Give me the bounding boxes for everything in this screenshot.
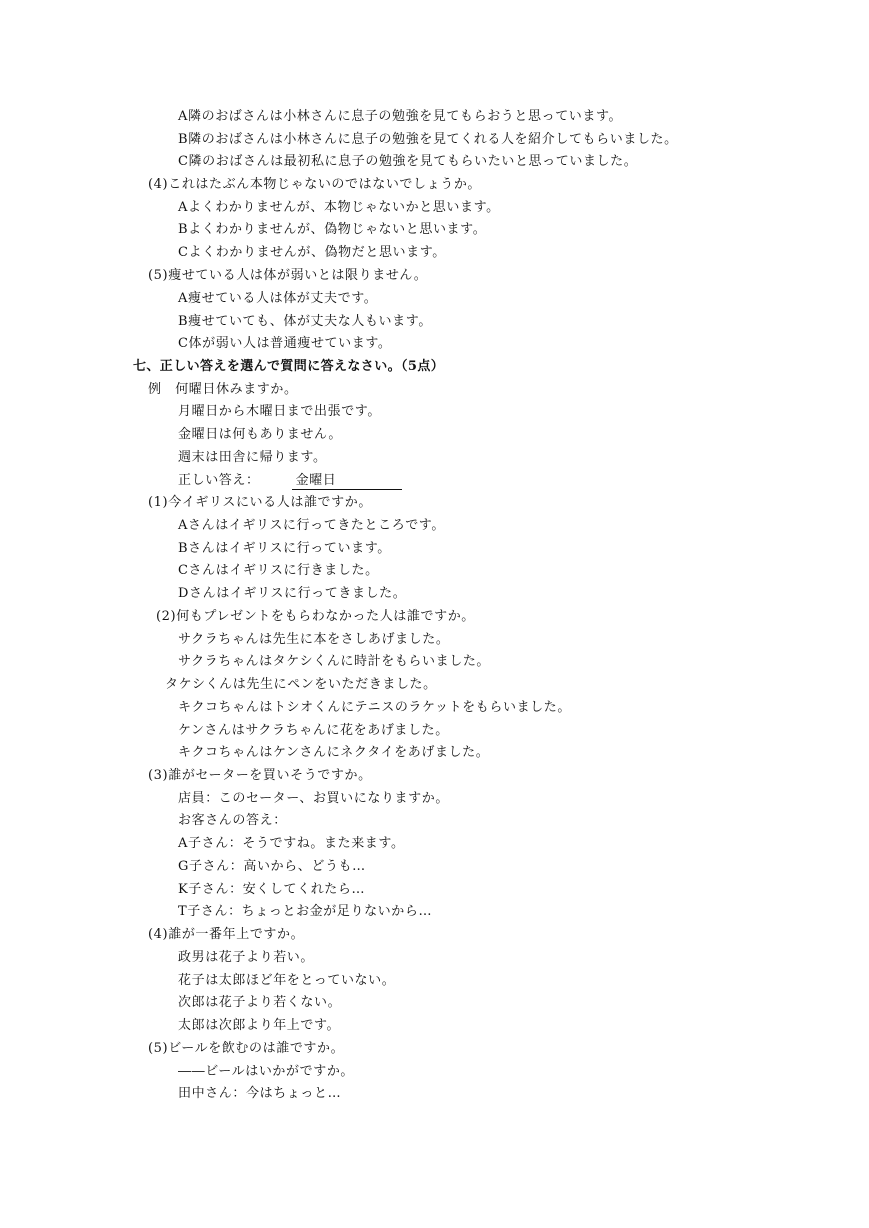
option-line: キクコちゃんはケンさんにネクタイをあげました。 [178,745,490,760]
option-line: A痩せている人は体が丈夫です。 [178,291,378,306]
option-line: C体が弱い人は普通痩せています。 [178,336,392,351]
answer-blank: 金曜日 [292,472,402,490]
option-line: Aよくわかりませんが、本物じゃないかと思います。 [178,200,500,215]
question-line: (4)これはたぶん本物じゃないのではないでしょうか。 [148,177,482,192]
option-line: B隣のおばさんは小林さんに息子の勉強を見てくれる人を紹介してもらいました。 [178,132,678,147]
example-line: 金曜日は何もありません。 [178,427,342,442]
example-line: 月曜日から木曜日まで出張です。 [178,404,381,419]
dialogue-line: お客さんの答え： [178,813,287,828]
option-line: K子さん：安くしてくれたら… [178,882,366,897]
example-answer-line [178,472,402,489]
option-line: C隣のおばさんは最初私に息子の勉強を見てもらいたいと思っていました。 [178,154,638,169]
option-line: サクラちゃんはタケシくんに時計をもらいました。 [178,654,491,669]
question-line: (2)何もプレゼントをもらわなかった人は誰ですか。 [156,609,475,624]
example-line: 週末は田舎に帰ります。 [178,450,327,465]
question-line: (1)今イギリスにいる人は誰ですか。 [148,495,372,510]
option-line: A子さん：そうですね。また来ます。 [178,836,405,851]
option-line: Cさんはイギリスに行きました。 [178,563,379,578]
option-line: Bさんはイギリスに行っています。 [178,541,391,556]
question-line: (5)痩せている人は体が弱いとは限りません。 [148,268,428,283]
answer-label: 正しい答え： [178,473,260,488]
option-line: ケンさんはサクラちゃんに花をあげました。 [178,723,449,738]
section-heading: 七、正しい答えを選んで質問に答えなさい。（5点） [133,359,445,374]
option-line: B痩せていても、体が丈夫な人もいます。 [178,314,432,329]
option-line: タケシくんは先生にペンをいただきました。 [165,677,437,692]
option-line: 太郎は次郎より年上です。 [178,1018,341,1033]
option-line: キクコちゃんはトシオくんにテニスのラケットをもらいました。 [178,700,571,715]
dialogue-line: 田中さん：今はちょっと… [178,1086,342,1101]
dialogue-line: 店員：このセーター、お買いになりますか。 [178,791,449,806]
option-line: 政男は花子より若い。 [178,950,315,965]
option-line: Cよくわかりませんが、偽物だと思います。 [178,245,446,260]
option-line: 花子は太郎ほど年をとっていない。 [178,973,396,988]
option-line: Aさんはイギリスに行ってきたところです。 [178,518,445,533]
option-line: Bよくわかりませんが、偽物じゃないと思います。 [178,222,487,237]
example-line: 例 何曜日休みますか。 [148,382,298,397]
dialogue-line: ――ビールはいかがですか。 [178,1064,355,1079]
option-line: G子さん：高いから、どうも… [178,859,366,874]
question-line: (5)ビールを飲むのは誰ですか。 [148,1041,345,1056]
question-line: (3)誰がセーターを買いそうですか。 [148,768,372,783]
option-line: T子さん：ちょっとお金が足りないから… [178,904,433,919]
option-line: 次郎は花子より若くない。 [178,995,342,1010]
option-line: A隣のおばさんは小林さんに息子の勉強を見てもらおうと思っています。 [178,109,623,124]
question-line: (4)誰が一番年上ですか。 [148,927,305,942]
option-line: Dさんはイギリスに行ってきました。 [178,586,407,601]
option-line: サクラちゃんは先生に本をさしあげました。 [178,632,450,647]
